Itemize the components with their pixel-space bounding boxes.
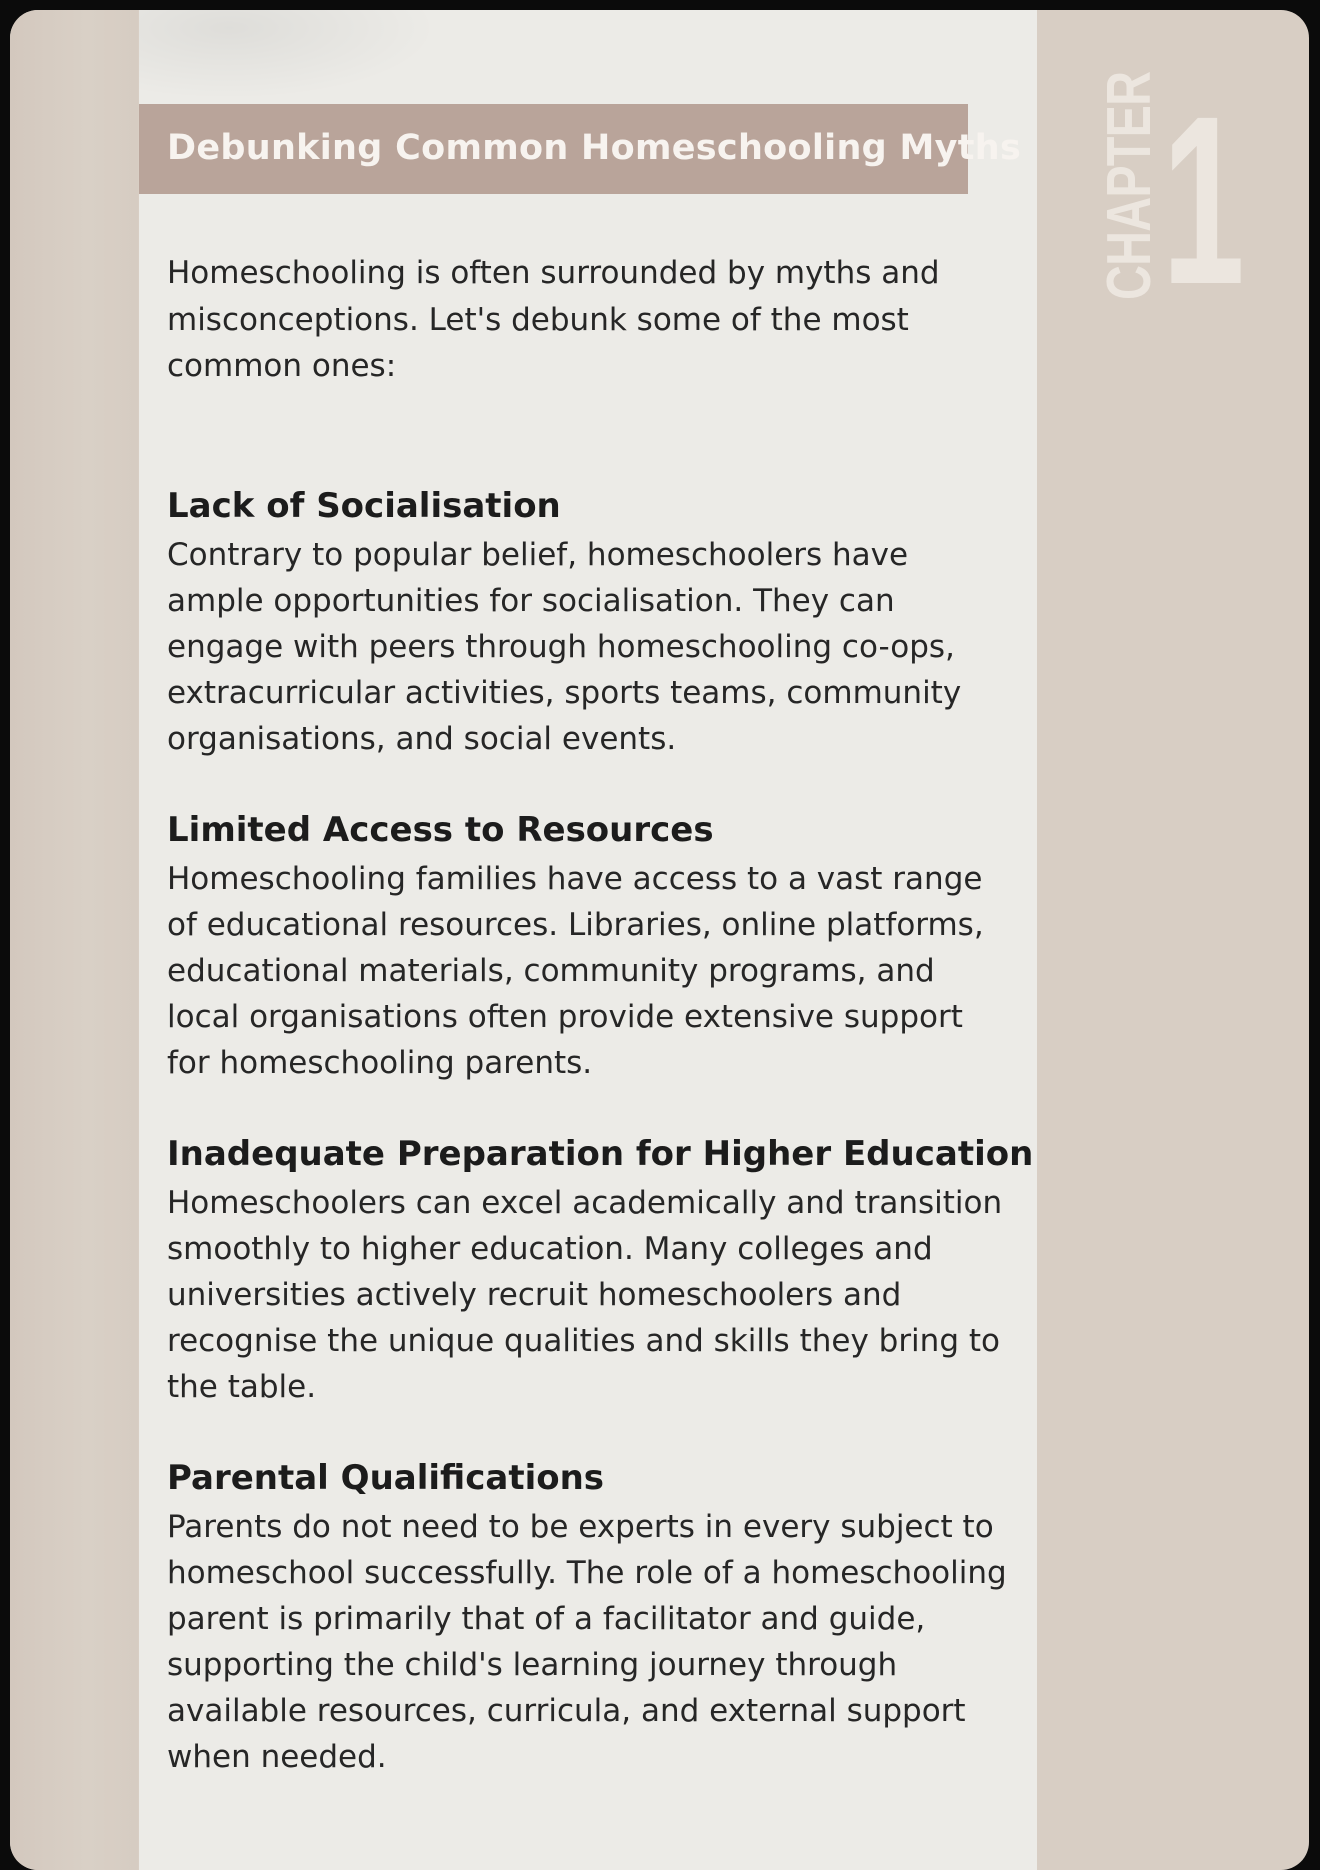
section-body: Parents do not need to be experts in every subject to homeschool successfully. The role of a homeschooling parent is primarily that of a facilitator and guide, supporting the child's learning journey through available resources, curricula, and external support when needed. (167, 1508, 1007, 1775)
document-page (139, 10, 1037, 1870)
page-shadow (139, 10, 439, 100)
section-heading: Lack of Socialisation (167, 485, 561, 526)
intro-paragraph: Homeschooling is often surrounded by myths and misconceptions. Let's debunk some of the most common ones: (167, 255, 940, 384)
chapter-number: 1 (1162, 66, 1245, 334)
section-body: Homeschooling families have access to a vast range of educational resources. Libraries, online platforms, educational materials, community programs, and local organisations often provide extensive support for homeschooling parents. (167, 860, 984, 1081)
page-content (167, 250, 1034, 1826)
section-body: Contrary to popular belief, homeschoolers have ample opportunities for socialisation. They can engage with peers through homeschooling co-ops, extracurricular activities, sports teams, community organisations, and social events. (167, 536, 962, 757)
section-heading: Inadequate Preparation for Higher Education (167, 1133, 1034, 1174)
page-title: Debunking Common Homeschooling Myths (167, 128, 1022, 168)
section-heading: Limited Access to Resources (167, 809, 714, 850)
section-heading: Parental Qualifications (167, 1457, 605, 1498)
left-margin-strip (10, 10, 138, 1870)
myth-section (167, 808, 1012, 1086)
myth-section (167, 1132, 1034, 1410)
section-body: Homeschoolers can excel academically and transition smoothly to higher education. Many colleges and universities actively recruit homeschoolers and recognise the unique qualities and skills they bring to the table. (167, 1184, 1003, 1405)
document-frame (10, 10, 1309, 1870)
myth-section (167, 1456, 1012, 1780)
chapter-label: CHAPTER (1095, 71, 1164, 300)
chapter-marker (1037, 10, 1309, 1870)
myth-section (167, 484, 1012, 762)
title-band (139, 104, 1022, 194)
